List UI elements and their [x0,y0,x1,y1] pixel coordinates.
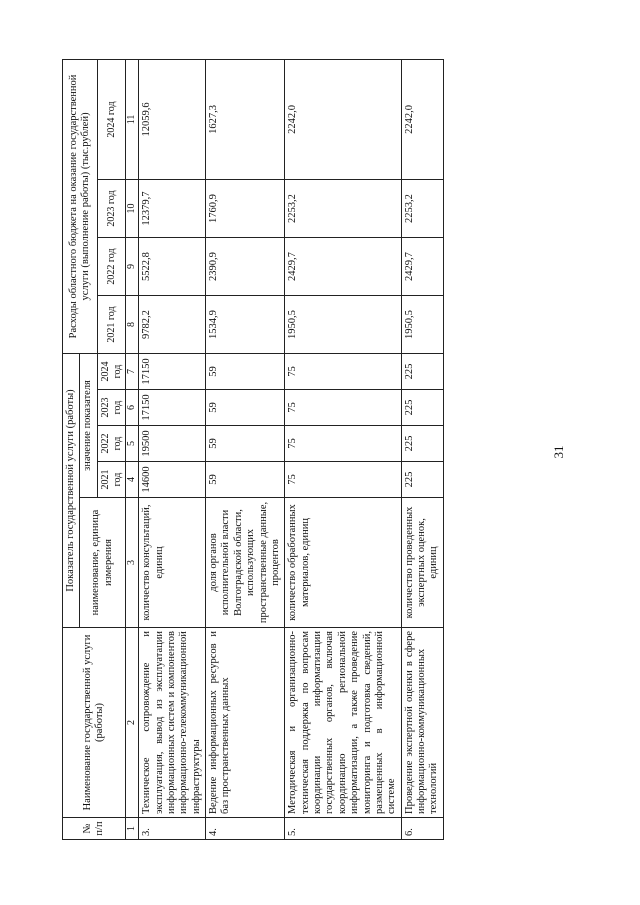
header-no: № п/п [63,818,126,840]
column-number: 2 [126,628,139,818]
expense-value: 1627,3 [206,59,285,179]
header-year: 2021 год [97,296,126,354]
indicator-unit: доля органов исполнительной власти Волгоградской области, использующих пространственные данные, процентов [206,498,285,628]
expense-value: 2242,0 [285,59,401,179]
column-number: 10 [126,180,139,238]
indicator-value: 59 [206,462,285,498]
column-number: 8 [126,296,139,354]
expense-value: 5522,8 [139,238,206,296]
column-number: 7 [126,354,139,390]
column-number: 4 [126,462,139,498]
expense-value: 12379,7 [139,180,206,238]
table-row [206,59,285,839]
indicator-value: 225 [401,390,443,426]
expense-value: 12059,6 [139,59,206,179]
table-row [285,59,401,839]
column-number: 11 [126,59,139,179]
indicator-value: 225 [401,354,443,390]
header-indicator-value: значение показателя [80,354,97,498]
service-name: Методическая и организационно-техническая поддержка по вопросам координации информатизации государственных органов, включая координацию региональной информатизации, а также проведение мониторинга и подготовка сведений, размещенных в информационной системе [285,628,401,818]
expense-value: 2429,7 [401,238,443,296]
column-number: 6 [126,390,139,426]
row-number: 6. [401,818,443,840]
indicator-value: 75 [285,354,401,390]
indicator-value: 19500 [139,426,206,462]
expense-value: 1760,9 [206,180,285,238]
expense-value: 2429,7 [285,238,401,296]
column-number: 3 [126,498,139,628]
column-number: 1 [126,818,139,840]
expense-value: 1950,5 [285,296,401,354]
indicator-unit: количество консультаций, единиц [139,498,206,628]
indicator-value: 225 [401,426,443,462]
indicator-value: 59 [206,426,285,462]
rotated-table-sheet [62,60,527,840]
service-name: Проведение экспертной оценки в сфере информационно-коммуникационных технологий [401,628,443,818]
row-number: 4. [206,818,285,840]
indicator-value: 17150 [139,354,206,390]
table-row [401,59,443,839]
indicator-value: 75 [285,390,401,426]
indicator-value: 14600 [139,462,206,498]
indicator-unit: количество проведенных экспертных оценок, единиц [401,498,443,628]
header-year: 2022 год [97,426,126,462]
header-service-name: Наименование государственной услуги (работы) [63,628,126,818]
header-year: 2023 год [97,180,126,238]
expense-value: 2390,9 [206,238,285,296]
header-year: 2024 год [97,59,126,179]
header-year: 2023 год [97,390,126,426]
row-number: 3. [139,818,206,840]
row-number: 5. [285,818,401,840]
page-number: 31 [551,445,566,459]
expense-value: 2253,2 [401,180,443,238]
header-expenses: Расходы областного бюджета на оказание государственной услуги (выполнение работы) (тыс.рублей) [63,59,98,353]
column-number: 5 [126,426,139,462]
service-name: Ведение информационных ресурсов и баз пространственных данных [206,628,285,818]
header-indicator-group: Показатель государственной услуги (работы) [63,354,80,628]
service-name: Техническое сопровождение и эксплуатация, вывод из эксплуатации информационных систем и компонентов информационно-телекоммуникационной инфраструктуры [139,628,206,818]
expense-value: 1534,9 [206,296,285,354]
header-year: 2021 год [97,462,126,498]
expense-value: 1950,5 [401,296,443,354]
table-row [139,59,206,839]
indicator-value: 75 [285,462,401,498]
indicator-value: 59 [206,354,285,390]
services-table [62,59,444,840]
indicator-value: 17150 [139,390,206,426]
header-year: 2024 год [97,354,126,390]
column-number: 9 [126,238,139,296]
expense-value: 9782,2 [139,296,206,354]
indicator-value: 59 [206,390,285,426]
expense-value: 2242,0 [401,59,443,179]
header-year: 2022 год [97,238,126,296]
indicator-value: 75 [285,426,401,462]
indicator-unit: количество обработанных материалов, единиц [285,498,401,628]
indicator-value: 225 [401,462,443,498]
header-indicator-unit: наименование, единица измерения [80,498,126,628]
expense-value: 2253,2 [285,180,401,238]
